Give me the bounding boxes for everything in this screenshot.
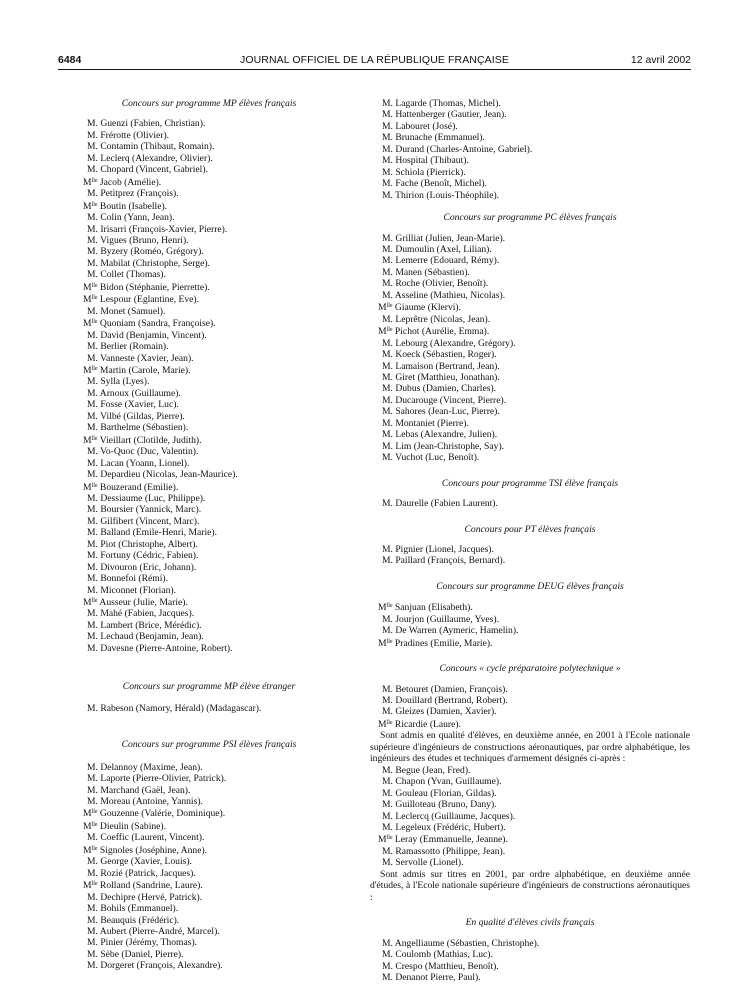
list-item: M. Piot (Christophe, Albert). bbox=[87, 538, 198, 550]
list-item: $M^{lle}$ Lespour (Eglantine, Eve). bbox=[83, 294, 200, 306]
list-item: M. Crespo (Matthieu, Benoît). bbox=[382, 960, 499, 972]
list-item: M. Fosse (Xavier, Luc). bbox=[87, 399, 179, 411]
list-item: $M^{lle}$ Gouzenne (Valérie, Dominique). bbox=[83, 808, 226, 820]
list-item: M. Ducarouge (Vincent, Pierre). bbox=[382, 394, 507, 406]
journal-title: JOURNAL OFFICIEL DE LA RÉPUBLIQUE FRANÇAISE bbox=[240, 54, 509, 66]
name-list-eleves-civils bbox=[370, 938, 690, 984]
right-column bbox=[370, 98, 690, 983]
list-item: M. Lacan (Yoann, Lionel). bbox=[87, 457, 190, 469]
name-list-psi-continued bbox=[370, 98, 690, 201]
list-item: M. Monet (Samuel). bbox=[87, 305, 166, 317]
list-item: M. Giret (Matthieu, Jonathan). bbox=[382, 371, 500, 383]
publication-date: 12 avril 2002 bbox=[630, 54, 691, 66]
list-item: M. George (Xavier, Louis). bbox=[87, 856, 192, 868]
list-item: M. Divouron (Eric, Johann). bbox=[87, 561, 197, 573]
list-item: M. Beauquis (Frédéric). bbox=[87, 914, 180, 926]
list-item: $M^{lle}$ Martin (Carole, Marie). bbox=[83, 364, 191, 376]
list-item: M. Davesne (Pierre-Antoine, Robert). bbox=[87, 642, 233, 654]
name-list-pt bbox=[370, 544, 690, 567]
list-item: M. Chopard (Vincent, Gabriel). bbox=[87, 164, 208, 176]
list-item: M. Brunache (Emmanuel). bbox=[382, 132, 485, 144]
list-item: M. Paillard (François, Bernard). bbox=[382, 555, 506, 567]
section-heading-cycle-preparatoire: Concours « cycle préparatoire polytechnique » bbox=[439, 663, 621, 675]
list-item: M. Frérotte (Olivier). bbox=[87, 129, 170, 141]
list-item: M. Hospital (Thibaut). bbox=[382, 155, 469, 167]
list-item: $M^{lle}$ Leray (Emmanuelle, Jeanne). bbox=[378, 834, 508, 846]
list-item: M. Lebourg (Alexandre, Grégory). bbox=[382, 337, 516, 349]
list-item: M. Durand (Charles-Antoine, Gabriel). bbox=[382, 143, 533, 155]
list-item: $M^{lle}$ Pichot (Aurélie, Emma). bbox=[378, 326, 490, 338]
list-item: M. Asseline (Mathieu, Nicolas). bbox=[382, 289, 506, 301]
section-heading-psi-francais: Concours sur programme PSI élèves français bbox=[121, 739, 297, 751]
list-item: M. Hattenberger (Gautier, Jean). bbox=[382, 109, 507, 121]
list-item: M. David (Benjamin, Vincent). bbox=[87, 329, 207, 341]
list-item: M. Bonnefoi (Rémi). bbox=[87, 573, 169, 585]
list-item: M. Pignier (Lionel, Jacques). bbox=[382, 543, 494, 555]
list-item: M. Gilfibert (Vincent, Marc). bbox=[87, 515, 200, 527]
list-item: M. Fortuny (Cédric, Fabien). bbox=[87, 550, 199, 562]
name-list-tsi bbox=[370, 498, 690, 509]
list-item: M. Coulomb (Mathias, Luc). bbox=[382, 949, 493, 961]
list-item: M. Fache (Benoît, Michel). bbox=[382, 178, 487, 190]
section-heading-mp-etranger: Concours sur programme MP élève étranger bbox=[122, 681, 296, 693]
list-item: M. Sèbe (Daniel, Pierre). bbox=[87, 948, 184, 960]
list-item: M. Vuchot (Luc, Benoît). bbox=[382, 452, 480, 464]
list-item: $M^{lle}$ Vieillart (Clotilde, Judith). bbox=[83, 434, 202, 446]
list-item: M. Marchand (Gaël, Jean). bbox=[87, 784, 191, 796]
list-item: M. Byzery (Roméo, Grégory). bbox=[87, 246, 204, 258]
name-list-cycle-preparatoire bbox=[370, 684, 690, 731]
list-item: M. Aubert (Pierre-André, Marcel). bbox=[87, 926, 220, 937]
list-item: M. Dorgeret (François, Alexandre). bbox=[87, 960, 223, 972]
list-item: M. Miconnet (Florian). bbox=[87, 584, 176, 596]
list-item: M. Contamin (Thibaut, Romain). bbox=[87, 141, 215, 153]
list-item: M. Petitprez (François). bbox=[87, 188, 179, 200]
list-item: $M^{lle}$ Rolland (Sandrine, Laure). bbox=[83, 880, 203, 892]
list-item: M. Laporte (Pierre-Olivier, Patrick). bbox=[87, 773, 227, 785]
list-item: M. Boursier (Yannick, Marc). bbox=[87, 504, 202, 516]
list-item: M. Lambert (Brice, Mérédic). bbox=[87, 619, 202, 631]
list-item: M. Mahé (Fabien, Jacques). bbox=[87, 608, 195, 620]
list-item: M. Lemerre (Edouard, Rémy). bbox=[382, 255, 500, 267]
list-item: $M^{lle}$ Dieulin (Sabine). bbox=[83, 820, 167, 832]
list-item: $M^{lle}$ Bouzerand (Emilie). bbox=[83, 481, 179, 493]
list-item: $M^{lle}$ Jacob (Amélie). bbox=[83, 176, 162, 188]
list-item: M. Gouleau (Florian, Gildas). bbox=[382, 787, 497, 799]
name-list-armement bbox=[370, 765, 690, 869]
header-rule bbox=[58, 69, 691, 70]
list-item: M. Moreau (Antoine, Yannis). bbox=[87, 796, 203, 808]
list-item: $M^{lle}$ Pradines (Emilie, Marie). bbox=[378, 637, 493, 649]
page-header bbox=[58, 54, 691, 68]
list-item: M. Grilliat (Julien, Jean-Marie). bbox=[382, 232, 506, 244]
list-item: M. Gleizes (Damien, Xavier). bbox=[382, 706, 497, 718]
list-item: M. Leclerq (Alexandre, Olivier). bbox=[87, 152, 213, 164]
section-heading-mp-francais: Concours sur programme MP élèves français bbox=[121, 98, 297, 109]
list-item: M. Jourjon (Guillaume, Yves). bbox=[382, 613, 499, 625]
list-item: M. Rozié (Patrick, Jacques). bbox=[87, 867, 196, 879]
list-item: M. Ramassotto (Philippe, Jean). bbox=[382, 845, 506, 857]
list-item: M. Dechipre (Hervé, Patrick). bbox=[87, 891, 203, 903]
list-item: M. Koeck (Sébastien, Roger). bbox=[382, 349, 497, 361]
list-item: M. Lebas (Alexandre, Julien). bbox=[382, 429, 498, 441]
list-item: M. Sahores (Jean-Luc, Pierre). bbox=[382, 406, 500, 418]
name-list-mp-etranger bbox=[75, 703, 343, 714]
list-item: M. Denanot Pierre, Paul). bbox=[382, 972, 481, 983]
list-item: M. Coeffic (Laurent, Vincent). bbox=[87, 832, 205, 844]
name-list-psi-francais bbox=[75, 762, 343, 972]
list-item: M. Vanneste (Xavier, Jean). bbox=[87, 352, 194, 364]
list-item: M. Dessiaume (Luc, Philippe). bbox=[87, 492, 206, 504]
list-item: M. Vigues (Bruno, Henri). bbox=[87, 234, 189, 246]
list-item: M. Lagarde (Thomas, Michel). bbox=[382, 98, 501, 109]
name-list-mp-francais bbox=[75, 118, 343, 654]
section-heading-eleves-civils: En qualité d'élèves civils français bbox=[465, 917, 595, 929]
list-item: M. Vo-Quoc (Duc, Valentin). bbox=[87, 446, 199, 458]
list-item: M. Dumoulin (Axel, Lilian). bbox=[382, 243, 492, 255]
list-item: M. Sylla (Lyes). bbox=[87, 376, 150, 388]
section-heading-pc-francais: Concours sur programme PC élèves français bbox=[443, 212, 617, 224]
list-item: $M^{lle}$ Quoniam (Sandra, Françoise). bbox=[83, 318, 216, 330]
list-item: M. Begue (Jean, Fred). bbox=[382, 764, 471, 776]
left-column bbox=[75, 98, 343, 972]
list-item: M. Collet (Thomas). bbox=[87, 269, 166, 281]
list-item: $M^{lle}$ Signoles (Joséphine, Anne). bbox=[83, 844, 208, 856]
list-item: M. Mabilat (Christophe, Serge). bbox=[87, 257, 210, 269]
list-item: $M^{lle}$ Ausseur (Julie, Marie). bbox=[83, 597, 188, 609]
list-item: M. Lechaud (Benjamin, Jean). bbox=[87, 631, 204, 643]
list-item: M. Colin (Yann, Jean). bbox=[87, 212, 175, 224]
list-item: $M^{lle}$ Ricardie (Laure). bbox=[378, 718, 461, 730]
list-item: M. Berlier (Romain). bbox=[87, 341, 169, 353]
list-item: M. Lim (Jean-Christophe, Say). bbox=[382, 440, 505, 452]
list-item: M. Angelliaume (Sébastien, Christophe). bbox=[382, 937, 540, 949]
section-heading-deug: Concours sur programme DEUG élèves français bbox=[436, 580, 624, 592]
list-item: M. Rabeson (Namory, Hérald) (Madagascar). bbox=[87, 702, 262, 714]
list-item: M. Labouret (José). bbox=[382, 120, 458, 132]
list-item: M. Manen (Sébastien). bbox=[382, 266, 470, 278]
page-number: 6484 bbox=[58, 54, 82, 66]
list-item: $M^{lle}$ Bidon (Stéphanie, Pierrette). bbox=[83, 281, 210, 293]
list-item: M. Delannoy (Maxime, Jean). bbox=[87, 761, 203, 773]
list-item: M. Balland (Emile-Henri, Marie). bbox=[87, 527, 218, 539]
list-item: M. Lamaison (Bertrand, Jean). bbox=[382, 360, 500, 372]
list-item: $M^{lle}$ Sanjuan (Elisabeth). bbox=[378, 602, 473, 614]
list-item: M. Irisarri (François-Xavier, Pierre). bbox=[87, 223, 228, 235]
list-item: M. Roche (Olivier, Benoît). bbox=[382, 278, 489, 290]
name-list-deug bbox=[370, 601, 690, 649]
section-heading-tsi: Concours pour programme TSI élève français bbox=[441, 477, 619, 489]
list-item: M. Arnoux (Guillaume). bbox=[87, 387, 181, 399]
list-item: M. Bohils (Emmanuel). bbox=[87, 903, 179, 915]
list-item: M. Betouret (Damien, François). bbox=[382, 683, 508, 695]
list-item: M. Servolle (Lionel). bbox=[382, 857, 464, 869]
list-item: M. Depardieu (Nicolas, Jean-Maurice). bbox=[87, 469, 238, 481]
list-item: M. Leclercq (Guillaume, Jacques). bbox=[382, 810, 516, 822]
list-item: M. Schiola (Pierrick). bbox=[382, 166, 466, 178]
list-item: M. Chapon (Yvan, Guillaume). bbox=[382, 776, 502, 788]
list-item: M. Barthelme (Sébastien). bbox=[87, 422, 189, 434]
list-item: M. Dubus (Damien, Charles). bbox=[382, 383, 497, 395]
paragraph-sur-titres: Sont admis sur titres en 2001, par ordre alphabétique, en deuxième année d'études, à l'Ecole nationale supérieure d'ingénieurs de constructions aéronautiques : bbox=[370, 868, 690, 903]
list-item: M. Douillard (Bertrand, Robert). bbox=[382, 695, 508, 707]
list-item: $M^{lle}$ Giaume (Klervi). bbox=[378, 302, 461, 314]
section-heading-pt: Concours pour PT élèves français bbox=[464, 523, 596, 535]
list-item: M. Vilbé (Gildas, Pierre). bbox=[87, 410, 185, 422]
list-item: M. Legeleux (Frédéric, Hubert). bbox=[382, 822, 506, 834]
list-item: M. Leprêtre (Nicolas, Jean). bbox=[382, 313, 491, 325]
list-item: M. De Warren (Aymeric, Hamelin). bbox=[382, 625, 519, 637]
list-item: M. Guilloteau (Bruno, Dany). bbox=[382, 799, 497, 811]
list-item: M. Guenzi (Fabien, Christian). bbox=[87, 118, 206, 130]
paragraph-armement: Sont admis en qualité d'élèves, en deuxième année, en 2001 à l'Ecole nationale supérieure d'ingénieurs de constructions aéronautiques, par ordre alphabétique, les ingénieurs des études et techniques d'armement désignés ci-après : bbox=[370, 730, 690, 765]
list-item: $M^{lle}$ Boutin (Isabelle). bbox=[83, 200, 168, 212]
list-item: M. Pinier (Jérémy, Thomas). bbox=[87, 937, 198, 949]
list-item: M. Daurelle (Fabien Laurent). bbox=[382, 498, 498, 510]
list-item: M. Montaniet (Pierre). bbox=[382, 417, 469, 429]
list-item: M. Thirion (Louis-Théophile). bbox=[382, 189, 500, 201]
name-list-pc-francais bbox=[370, 233, 690, 464]
